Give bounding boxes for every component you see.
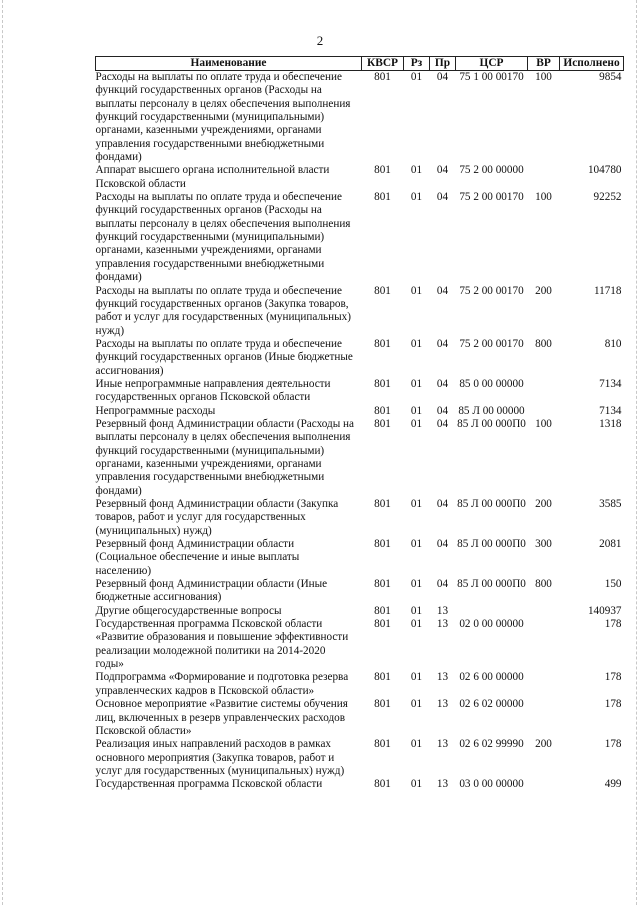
cell-vr: 100	[535, 417, 552, 430]
cell-executed: 140937	[587, 604, 622, 617]
table-row	[96, 538, 624, 578]
cell-vr: 200	[535, 284, 552, 297]
cell-vr	[528, 671, 560, 698]
scan-right-edge	[636, 0, 638, 905]
cell-name: Расходы на выплаты по оплате труда и обеспечение функций государственных органов (Расходы на выплаты персоналу в целях обеспечения выполнения функций государственными (муниципальными) органами, казенными учреждениями, органами управления государственными внебюджетными фондами)	[95, 71, 351, 164]
cell-csr: 85 Л 00 00000	[458, 404, 525, 417]
cell-executed: 92252	[593, 191, 622, 204]
cell-name: Государственная программа Псковской области «Развитие образования и повышение эффективности реализации молодежной политики на 2014-2020 годы»	[95, 618, 349, 671]
cell-kvsr: 801	[374, 404, 391, 417]
header-rz: Рз	[404, 57, 430, 71]
table-row	[96, 164, 624, 191]
cell-kvsr: 801	[374, 191, 391, 204]
cell-rz: 01	[410, 698, 423, 711]
cell-pr: 13	[436, 604, 449, 617]
cell-csr: 02 6 02 00000	[459, 698, 524, 711]
cell-executed: 499	[604, 778, 622, 791]
header-kvsr: КВСР	[362, 57, 404, 71]
cell-kvsr: 801	[374, 578, 391, 591]
cell-rz: 01	[410, 618, 423, 631]
cell-kvsr: 801	[374, 618, 391, 631]
cell-csr	[456, 605, 528, 618]
table-row	[96, 778, 624, 791]
cell-rz: 01	[410, 284, 423, 297]
budget-execution-table	[95, 56, 624, 792]
cell-executed: 178	[604, 671, 622, 684]
cell-executed: 7134	[599, 377, 622, 390]
cell-rz: 01	[410, 337, 423, 350]
cell-vr	[528, 778, 560, 791]
cell-pr: 13	[436, 778, 449, 791]
cell-csr: 75 2 00 00170	[459, 191, 524, 204]
cell-csr: 03 0 00 00000	[459, 778, 524, 791]
cell-executed: 3585	[599, 498, 622, 510]
table-row	[96, 191, 624, 284]
cell-vr	[528, 618, 560, 671]
cell-pr: 13	[436, 698, 449, 711]
scan-left-edge	[2, 0, 4, 905]
cell-pr: 04	[436, 284, 449, 297]
page-number: 2	[316, 33, 324, 48]
cell-rz: 01	[410, 778, 423, 791]
cell-rz: 01	[410, 191, 423, 204]
cell-rz: 01	[410, 498, 423, 510]
cell-vr: 300	[535, 538, 552, 551]
cell-rz: 01	[410, 164, 423, 177]
cell-executed: 2081	[599, 538, 622, 551]
cell-vr: 100	[535, 191, 552, 204]
cell-vr	[528, 405, 560, 418]
cell-kvsr: 801	[374, 284, 391, 297]
table-row	[96, 285, 624, 338]
header-executed: Исполнено	[560, 57, 624, 71]
table-row	[96, 418, 624, 498]
cell-csr: 85 Л 00 000П0	[457, 417, 526, 430]
cell-name: Основное мероприятие «Развитие системы обучения лиц, включенных в резерв управленческих расходов Псковской области»	[95, 698, 348, 737]
table-row	[96, 338, 624, 378]
cell-vr	[528, 378, 560, 405]
cell-name: Непрограммные расходы	[95, 404, 216, 417]
cell-kvsr: 801	[374, 778, 391, 791]
cell-kvsr: 801	[374, 671, 391, 684]
cell-name: Реализация иных направлений расходов в рамках основного мероприятия (Закупка товаров, работ и услуг для государственных (муниципальных) нужд)	[95, 738, 345, 777]
cell-vr	[528, 164, 560, 191]
cell-csr: 02 6 02 99990	[459, 738, 524, 751]
table-row	[96, 738, 624, 778]
table-row	[96, 405, 624, 418]
cell-name: Подпрограмма «Формирование и подготовка резерва управленческих кадров в Псковской области»	[95, 671, 349, 697]
cell-name: Расходы на выплаты по оплате труда и обеспечение функций государственных органов (Расходы на выплаты персоналу в целях обеспечения выполнения функций государственными (муниципальными) органами, казенными учреждениями, органами управления государственными внебюджетными фондами)	[95, 191, 351, 284]
cell-kvsr: 801	[374, 698, 391, 711]
cell-csr: 85 0 00 00000	[459, 377, 524, 390]
cell-vr	[528, 605, 560, 618]
table-header-row	[96, 57, 624, 71]
cell-executed: 178	[604, 698, 622, 711]
cell-vr: 200	[535, 498, 552, 510]
cell-name: Резервный фонд Администрации области (Социальное обеспечение и иные выплаты населению)	[95, 538, 300, 577]
cell-name: Государственная программа Псковской области	[95, 778, 323, 791]
cell-rz: 01	[410, 604, 423, 617]
table-row	[96, 71, 624, 165]
cell-executed: 810	[604, 337, 622, 350]
cell-pr: 04	[436, 498, 449, 510]
cell-rz: 01	[410, 377, 423, 390]
header-vr: ВР	[528, 57, 560, 71]
header-pr: Пр	[430, 57, 456, 71]
table-row	[96, 698, 624, 738]
cell-pr: 04	[436, 71, 449, 83]
cell-name: Расходы на выплаты по оплате труда и обеспечение функций государственных органов (Закупка товаров, работ и услуг для государственных (муниципальных) нужд)	[95, 284, 351, 337]
cell-pr: 04	[436, 417, 449, 430]
cell-rz: 01	[410, 671, 423, 684]
cell-vr: 100	[535, 71, 552, 83]
header-csr: ЦСР	[456, 57, 528, 71]
cell-name: Резервный фонд Администрации области (Закупка товаров, работ и услуг для государственных (муниципальных) нужд)	[95, 498, 339, 537]
cell-kvsr: 801	[374, 337, 391, 350]
cell-executed: 178	[604, 618, 622, 631]
cell-pr: 04	[436, 404, 449, 417]
table-row	[96, 605, 624, 618]
cell-csr: 85 Л 00 000П0	[457, 578, 526, 591]
cell-csr: 75 2 00 00170	[459, 337, 524, 350]
table-row	[96, 378, 624, 405]
cell-pr: 04	[436, 538, 449, 551]
cell-rz: 01	[410, 404, 423, 417]
cell-csr: 75 1 00 00170	[459, 71, 524, 83]
cell-kvsr: 801	[374, 71, 391, 83]
cell-pr: 04	[436, 578, 449, 591]
cell-kvsr: 801	[374, 164, 391, 177]
cell-executed: 9854	[599, 71, 622, 83]
cell-rz: 01	[410, 578, 423, 591]
cell-kvsr: 801	[374, 738, 391, 751]
cell-name: Резервный фонд Администрации области (Иные бюджетные ассигнования)	[95, 578, 328, 604]
cell-csr: 85 Л 00 000П0	[457, 538, 526, 551]
cell-name: Резервный фонд Администрации области (Расходы на выплаты персоналу в целях обеспечения выполнения функций государственными (муниципальными) органами, казенными учреждениями, органами управления государственными внебюджетными фондами)	[95, 417, 354, 497]
cell-vr: 800	[535, 337, 552, 350]
cell-name: Аппарат высшего органа исполнительной власти Псковской области	[95, 164, 330, 190]
cell-rz: 01	[410, 71, 423, 83]
cell-executed: 104780	[587, 164, 622, 177]
cell-kvsr: 801	[374, 417, 391, 430]
cell-pr: 04	[436, 191, 449, 204]
table-row	[96, 498, 624, 538]
table-row	[96, 671, 624, 698]
cell-name: Иные непрограммные направления деятельности государственных органов Псковской области	[95, 377, 331, 404]
cell-executed: 11718	[593, 284, 622, 297]
cell-rz: 01	[410, 738, 423, 751]
cell-name: Расходы на выплаты по оплате труда и обеспечение функций государственных органов (Иные бюджетные ассигнования)	[95, 337, 353, 377]
cell-csr: 75 2 00 00000	[459, 164, 524, 177]
cell-executed: 1318	[599, 417, 622, 430]
cell-pr: 13	[436, 738, 449, 751]
cell-executed: 150	[604, 578, 622, 591]
cell-pr: 04	[436, 337, 449, 350]
cell-kvsr: 801	[374, 498, 391, 510]
cell-name: Другие общегосударственные вопросы	[95, 604, 282, 617]
cell-pr: 04	[436, 164, 449, 177]
cell-csr: 85 Л 00 000П0	[457, 498, 526, 510]
cell-csr: 02 0 00 00000	[459, 618, 524, 631]
cell-pr: 04	[436, 377, 449, 390]
cell-rz: 01	[410, 538, 423, 551]
cell-pr: 13	[436, 618, 449, 631]
cell-pr: 13	[436, 671, 449, 684]
cell-kvsr: 801	[374, 604, 391, 617]
cell-vr: 800	[535, 578, 552, 591]
cell-kvsr: 801	[374, 377, 391, 390]
cell-vr	[528, 698, 560, 738]
header-name: Наименование	[96, 57, 362, 71]
table-body	[96, 71, 624, 792]
cell-executed: 7134	[599, 404, 622, 417]
cell-vr: 200	[535, 738, 552, 751]
table-row	[96, 618, 624, 671]
cell-csr: 02 6 00 00000	[459, 671, 524, 684]
cell-kvsr: 801	[374, 538, 391, 551]
table-row	[96, 578, 624, 605]
cell-rz: 01	[410, 417, 423, 430]
cell-executed: 178	[604, 738, 622, 751]
cell-csr: 75 2 00 00170	[459, 284, 524, 297]
